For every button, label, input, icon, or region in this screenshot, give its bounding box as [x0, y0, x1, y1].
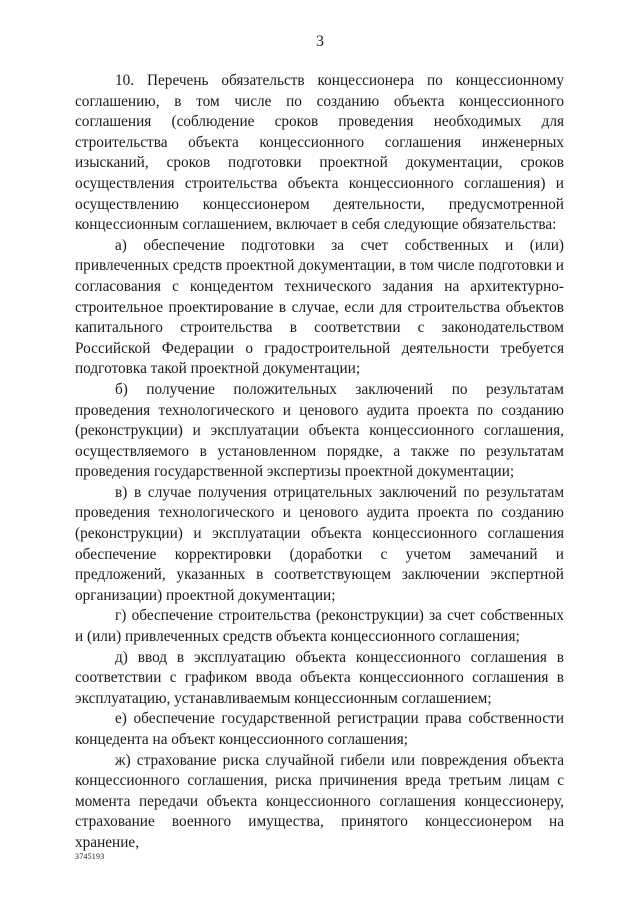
document-code: 3745193	[75, 852, 105, 861]
paragraph-item-v: в) в случае получения отрицательных заключений по результатам проведения технологического и ценового аудита проекта по созданию (реконструкции) и эксплуатации объекта концессионного соглашения обеспечение корректировки (доработки с учетом замечаний и предложений, указанных в соответствующем заключении экспертной организации) проектной документации;	[75, 483, 564, 604]
document-body	[75, 71, 564, 854]
paragraph-item-a: а) обеспечение подготовки за счет собственных и (или) привлеченных средств проектной документации, в том числе подготовки и согласования с концедентом технического задания на архитектурно-строительное проектирование в случае, если для строительства объектов капитального строительства в соответствии с законодательством Российской Федерации о градостроительной деятельности требуется подготовка такой проектной документации;	[75, 236, 564, 378]
paragraph-item-b: б) получение положительных заключений по результатам проведения технологического и ценового аудита проекта по созданию (реконструкции) и эксплуатации объекта концессионного соглашения, осуществляемого в установленном порядке, а также по результатам проведения государственной экспертизы проектной документации;	[75, 380, 564, 481]
paragraph-item-d: д) ввод в эксплуатацию объекта концессионного соглашения в соответствии с графиком ввода объекта концессионного соглашения в эксплуатацию, устанавливаемым концессионным соглашением;	[75, 648, 564, 707]
paragraph-item-10: 10. Перечень обязательств концессионера по концессионному соглашению, в том числе по созданию объекта концессионного соглашения (соблюдение сроков проведения необходимых для строительства объекта концессионного соглашения инженерных изысканий, сроков подготовки проектной документации, сроков осуществления строительства объекта концессионного соглашения) и осуществлению концессионером деятельности, предусмотренной концессионным соглашением, включает в себя следующие обязательства:	[75, 72, 564, 234]
paragraph-item-g: г) обеспечение строительства (реконструкции) за счет собственных и (или) привлеченных средств объекта концессионного соглашения;	[75, 607, 564, 646]
paragraph-item-e: е) обеспечение государственной регистрации права собственности концедента на объект концессионного соглашения;	[75, 710, 564, 748]
paragraph-item-zh: ж) страхование риска случайной гибели или повреждения объекта концессионного соглашения, риска причинения вреда третьим лицам с момента передачи объекта концессионного соглашения концессионеру, страхование военного имущества, принятого концессионером на хранение,	[75, 751, 564, 851]
page-number: 3	[316, 33, 324, 50]
